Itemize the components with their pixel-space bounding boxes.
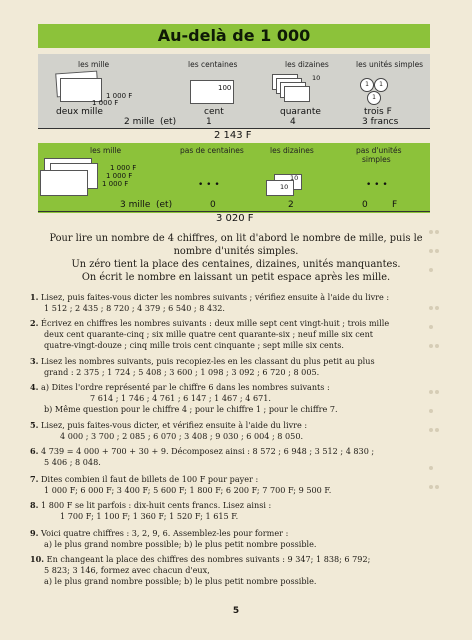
exercise-text: a) le plus grand nombre possible; b) le plus petit nombre possible. <box>44 539 317 549</box>
exercise-8 <box>30 500 435 522</box>
digit-unites: 0 <box>362 200 368 210</box>
exercise-number: 1. <box>30 292 39 302</box>
et-label: (et) <box>160 117 177 127</box>
exercise-text: Lisez les nombres suivants, puis recopiez-les en les classant du plus petit au plus <box>41 356 375 366</box>
page-number: 5 <box>232 606 240 616</box>
total-3020: 3 020 F <box>216 213 254 224</box>
bill-value: 1 000 F <box>110 164 137 172</box>
coin-value: 1 <box>372 94 376 101</box>
rule-spacing: On écrit le nombre en laissant un petit espace après les mille. <box>81 272 391 283</box>
exercise-text: a) le plus grand nombre possible; b) le plus petit nombre possible. <box>44 576 317 586</box>
exercise-number: 7. <box>30 474 39 484</box>
hundred-value: 100 <box>218 84 232 92</box>
rule-reading: Pour lire un nombre de 4 chiffres, on lit d'abord le nombre de mille, puis le nombre d'unités simples. <box>49 233 423 257</box>
coin <box>374 78 388 92</box>
coin-value: 1 <box>365 81 369 88</box>
exercise-number: 10. <box>30 554 45 564</box>
exercise-text: b) Même question pour le chiffre 4 ; pour le chiffre 1 ; pour le chiffre 7. <box>44 404 338 414</box>
exercise-number: 9. <box>30 528 39 538</box>
exercise-text: 5 823; 3 146, formez avec chacun d'eux, <box>44 565 210 575</box>
coin <box>360 78 374 92</box>
title-banner <box>38 24 430 48</box>
exercise-text: 1 800 F se lit parfois : dix-huit cents francs. Lisez ainsi : <box>41 500 272 510</box>
exercise-text: Voici quatre chiffres : 3, 2, 9, 6. Assemblez-les pour former : <box>41 528 289 538</box>
exercise-2 <box>30 318 435 351</box>
exercise-number: 6. <box>30 446 39 456</box>
exercise-6 <box>30 446 435 468</box>
empty-dots: • • • <box>366 180 388 190</box>
label-dizaines: les dizaines <box>270 146 314 155</box>
exercise-number: 2. <box>30 318 39 328</box>
ten-value: 10 <box>290 174 299 182</box>
thousand-bill <box>40 170 88 196</box>
label-centaines: les centaines <box>188 60 238 69</box>
ten-value: 10 <box>312 74 321 82</box>
embossed-dots <box>428 380 452 494</box>
exercise-5 <box>30 420 435 442</box>
digit-centaines: 1 <box>206 117 212 127</box>
label-pas-unites: pas d'unités <box>356 146 402 155</box>
bill-value: 1 000 F <box>92 99 119 107</box>
digit-dizaines: 2 <box>288 200 294 210</box>
ten-value: 10 <box>280 183 289 191</box>
exercise-9 <box>30 528 435 550</box>
exercise-text: deux cent quarante-cinq ; six mille quatre cent quarante-six ; neuf mille six cent <box>44 329 374 339</box>
exercise-text: grand : 2 375 ; 1 724 ; 5 408 ; 3 600 ; 1 098 ; 3 092 ; 6 720 ; 8 005. <box>44 367 320 377</box>
empty-dots: • • • <box>198 180 220 190</box>
page-title: Au-delà de 1 000 <box>157 26 311 45</box>
et-label: (et) <box>156 200 173 210</box>
exercise-text: 4 739 = 4 000 + 700 + 30 + 9. Décomposez ainsi : 8 572 ; 6 948 ; 3 512 ; 4 830 ; <box>41 446 375 456</box>
bill-value: 1 000 F <box>102 180 129 188</box>
caption-cent: cent <box>204 107 224 117</box>
digit-mille: 2 mille <box>124 117 155 127</box>
exercise-text: 1 512 ; 2 435 ; 8 720 ; 4 379 ; 6 540 ; 8 432. <box>44 303 225 313</box>
exercise-text: quatre-vingt-douze ; cinq mille trois cent cinquante ; sept mille six cents. <box>44 340 344 350</box>
underline <box>38 128 430 129</box>
total-2143: 2 143 F <box>214 130 252 141</box>
exercise-1 <box>30 292 435 314</box>
digit-unites: 3 francs <box>362 117 399 127</box>
exercise-number: 4. <box>30 382 39 392</box>
bill-value: 1 000 F <box>106 92 133 100</box>
embossed-dots <box>428 220 452 353</box>
exercise-text: 1 700 F; 1 100 F; 1 360 F; 1 520 F; 1 615 F. <box>60 511 239 521</box>
digit-centaines: 0 <box>210 200 216 210</box>
digit-mille: 3 mille <box>120 200 151 210</box>
rule-zero: Un zéro tient la place des centaines, dizaines, unités manquantes. <box>71 259 401 270</box>
exercise-text: 5 406 ; 8 048. <box>44 457 101 467</box>
ten-bill <box>284 86 310 102</box>
exercise-4 <box>30 382 435 415</box>
underline <box>38 211 430 212</box>
label-pas-centaines: pas de centaines <box>180 146 244 155</box>
exercise-text: a) Dites l'ordre représenté par le chiffre 6 dans les nombres suivants : <box>41 382 330 392</box>
label-mille: les mille <box>78 60 110 69</box>
caption-deux-mille: deux mille <box>56 107 103 117</box>
exercise-text: 7 614 ; 1 746 ; 4 761 ; 6 147 ; 1 467 ; 4 671. <box>90 393 271 403</box>
exercise-number: 8. <box>30 500 39 510</box>
exercise-text: 4 000 ; 3 700 ; 2 085 ; 6 070 ; 3 408 ; 9 030 ; 6 004 ; 8 050. <box>60 431 304 441</box>
coin-value: 1 <box>379 81 383 88</box>
label-mille: les mille <box>90 146 122 155</box>
bill-value: 1 000 F <box>106 172 133 180</box>
exercise-text: Lisez, puis faites-vous dicter, et vérifiez ensuite à l'aide du livre : <box>41 420 308 430</box>
coin <box>367 91 381 105</box>
label-unites: les unités simples <box>356 60 424 69</box>
exercise-text: Dites combien il faut de billets de 100 F pour payer : <box>41 474 259 484</box>
exercise-text: En changeant la place des chiffres des nombres suivants : 9 347; 1 838; 6 792; <box>46 554 371 564</box>
caption-trois: trois F <box>364 107 392 117</box>
exercise-number: 3. <box>30 356 39 366</box>
franc-symbol: F <box>392 200 398 210</box>
exercise-10 <box>30 554 435 587</box>
exercise-7 <box>30 474 435 496</box>
exercise-text: 1 000 F; 6 000 F; 3 400 F; 5 600 F; 1 800 F; 6 200 F; 7 700 F; 9 500 F. <box>44 485 332 495</box>
digit-dizaines: 4 <box>290 117 296 127</box>
exercise-number: 5. <box>30 420 39 430</box>
caption-quarante: quarante <box>280 107 321 117</box>
exercise-3 <box>30 356 435 378</box>
label-simples: simples <box>362 155 391 164</box>
exercise-text: Lisez, puis faites-vous dicter les nombres suivants ; vérifiez ensuite à l'aide du livre : <box>41 292 390 302</box>
exercise-text: Écrivez en chiffres les nombres suivants : deux mille sept cent vingt-huit ; trois mille <box>41 318 390 328</box>
label-dizaines: les dizaines <box>285 60 329 69</box>
